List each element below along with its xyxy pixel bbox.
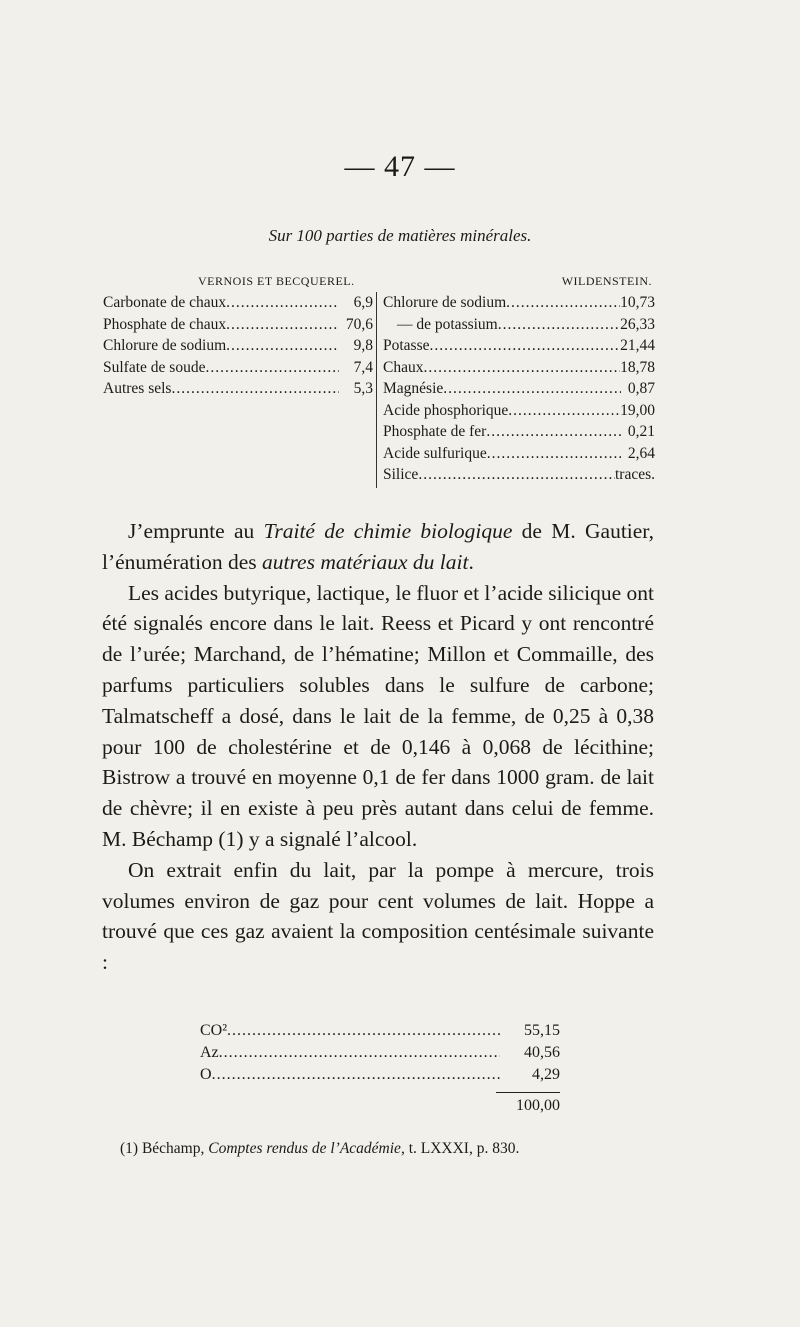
row-name: Autres sels bbox=[103, 380, 172, 397]
table-row bbox=[383, 357, 655, 379]
row-name: CO² bbox=[200, 1022, 228, 1039]
right-mineral-table bbox=[383, 292, 655, 486]
row-name: Phosphate de fer bbox=[383, 423, 487, 440]
paragraph-source: J’emprunte au Traité de chimie biologique de M. Gautier, l’énumération des autres matériaux du lait. bbox=[102, 519, 654, 574]
row-name: Chlorure de sodium bbox=[383, 294, 507, 311]
row-name: O bbox=[200, 1066, 212, 1083]
row-name: Carbonate de chaux bbox=[103, 294, 227, 311]
column-divider bbox=[376, 292, 377, 488]
table-row bbox=[383, 443, 655, 465]
row-value: 19,00 bbox=[620, 401, 655, 419]
row-value: 0,87 bbox=[627, 380, 655, 397]
table-row bbox=[383, 400, 655, 422]
row-value: 40,56 bbox=[524, 1044, 560, 1061]
table-row bbox=[383, 464, 655, 486]
row-value: 18,78 bbox=[620, 358, 655, 376]
row-name: Az bbox=[200, 1044, 219, 1061]
book-title: Traité de chimie biologique bbox=[263, 519, 513, 543]
table-row bbox=[103, 292, 373, 314]
italic-phrase: autres matériaux du lait bbox=[262, 549, 469, 574]
footnote-source-title: Comptes rendus de l’Académie bbox=[208, 1140, 401, 1157]
body-text bbox=[102, 516, 654, 978]
table-row bbox=[200, 1042, 560, 1064]
paragraph-constituents: Les acides butyrique, lactique, le fluor et l’acide silicique ont été signalés encore dans le lait. Reess et Picard y ont rencontré de l’urée; Marchand, de l’hématine; Millon et Commaille, des parfums particuliers solubles dans le sulfure de carbone; Talmatscheff a dosé, dans le lait de la femme, de 0,25 à 0,38 pour 100 de cholestérine et de 0,146 à 0,068 de lécithine; Bistrow a trouvé en moyenne 0,1 de fer dans 1000 gram. de lait de chèvre; il en existe à peu près autant dans celui de femme. M. Béchamp (1) y a signalé l’alcool. bbox=[102, 580, 654, 851]
row-name: Silice bbox=[383, 466, 419, 483]
table-row bbox=[383, 378, 655, 400]
row-value: traces. bbox=[614, 466, 655, 483]
row-value: 9,8 bbox=[353, 337, 373, 354]
row-value: 7,4 bbox=[353, 358, 373, 376]
row-value: 70,6 bbox=[345, 315, 373, 333]
row-value: 6,9 bbox=[353, 294, 373, 311]
left-table-header: VERNOIS ET BECQUEREL. bbox=[198, 274, 355, 288]
row-name: — de potassium bbox=[397, 315, 498, 333]
right-table-header: WILDENSTEIN. bbox=[561, 274, 652, 288]
paragraph-gases: On extrait enfin du lait, par la pompe à mercure, trois volumes environ de gaz pour cent volumes de lait. Hoppe a trouvé que ces gaz avaient la composition centésimale suivante : bbox=[102, 857, 654, 975]
row-value: 26,33 bbox=[620, 315, 655, 333]
row-value: 2,64 bbox=[627, 444, 655, 462]
table-row bbox=[200, 1064, 560, 1086]
row-value: 4,29 bbox=[532, 1066, 560, 1083]
row-name: Acide phosphorique bbox=[383, 401, 509, 419]
gas-total: 100,00 bbox=[516, 1097, 560, 1114]
table-row bbox=[383, 292, 655, 314]
row-value: 5,3 bbox=[353, 380, 373, 397]
page-number: — 47 — bbox=[344, 150, 456, 183]
row-value: 10,73 bbox=[620, 294, 655, 311]
row-value: 0,21 bbox=[627, 423, 655, 440]
row-value: 55,15 bbox=[524, 1022, 560, 1039]
table-row bbox=[383, 421, 655, 443]
row-name: Sulfate de soude bbox=[103, 358, 206, 376]
row-name: Chaux bbox=[383, 358, 424, 376]
left-mineral-table bbox=[103, 292, 373, 400]
row-name: Magnésie bbox=[383, 380, 444, 397]
table-row bbox=[103, 314, 373, 336]
table-row bbox=[383, 314, 655, 336]
table-row bbox=[383, 335, 655, 357]
table-row bbox=[200, 1020, 560, 1042]
table-row bbox=[103, 357, 373, 379]
row-name: Chlorure de sodium bbox=[103, 337, 227, 354]
table-row bbox=[103, 378, 373, 400]
row-value: 21,44 bbox=[620, 337, 655, 354]
row-name: Acide sulfurique bbox=[383, 444, 487, 462]
table-row bbox=[103, 335, 373, 357]
row-name: Phosphate de chaux bbox=[103, 315, 227, 333]
footnote: (1) Béchamp, Comptes rendus de l’Académie, t. LXXXI, p. 830. bbox=[120, 1140, 520, 1157]
table-title: Sur 100 parties de matières minérales. bbox=[268, 226, 532, 245]
gas-composition-table bbox=[200, 1020, 560, 1115]
row-name: Potasse bbox=[383, 337, 430, 354]
